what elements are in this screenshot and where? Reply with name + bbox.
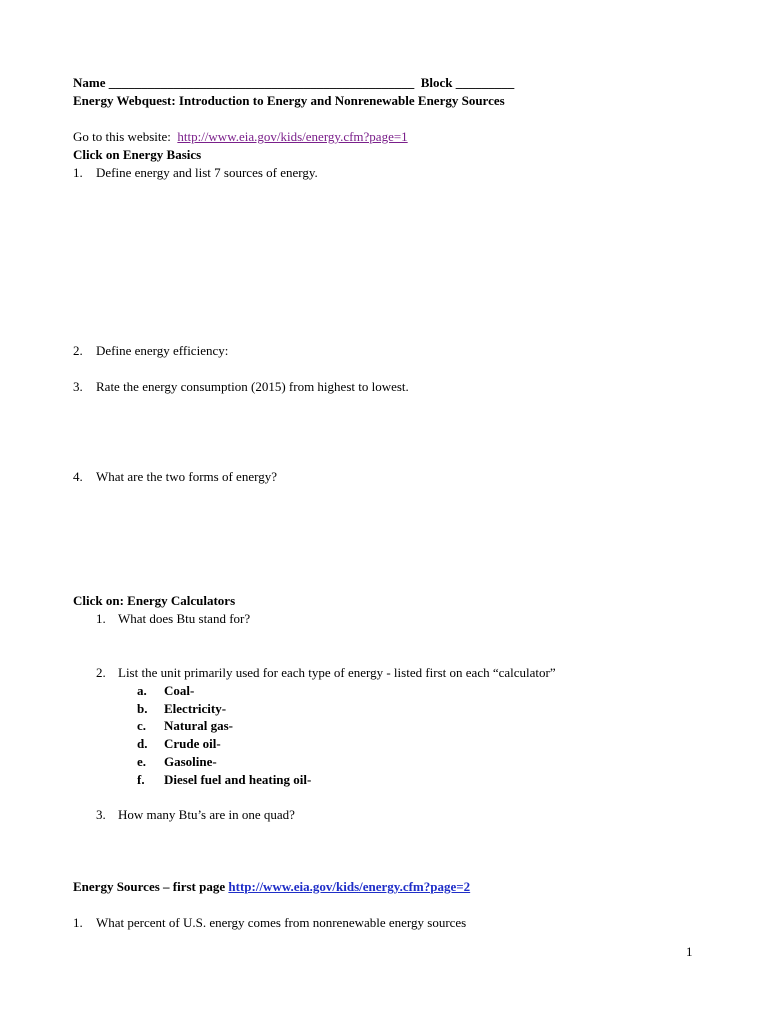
sub-item-letter: b. [137,701,148,716]
energy-basics-link[interactable]: http://www.eia.gov/kids/energy.cfm?page=1 [177,129,408,144]
sub-item [137,701,226,717]
sub-item [137,754,217,770]
question-text: What does Btu stand for? [118,611,251,626]
sub-item [137,683,194,699]
question-number: 1. [96,611,106,626]
website-prompt: Go to this website: [73,129,171,144]
question-item [73,915,466,931]
section-heading-text: Energy Sources – first page [73,879,226,894]
sub-item-text: Crude oil- [164,736,221,751]
section-heading-energy-calculators: Click on: Energy Calculators [73,593,236,608]
question-number: 1. [73,915,83,930]
question-number: 4. [73,469,83,484]
name-label: Name [73,75,106,90]
question-text: How many Btu’s are in one quad? [118,807,295,822]
question-number: 3. [73,379,83,394]
question-number: 1. [73,165,83,180]
question-number: 2. [73,343,83,358]
sub-item-text: Diesel fuel and heating oil- [164,772,312,787]
page-number: 1 [686,944,693,959]
energy-sources-link[interactable]: http://www.eia.gov/kids/energy.cfm?page=2 [228,879,471,894]
sub-item-letter: a. [137,683,147,698]
sub-item-letter: d. [137,736,148,751]
question-item [96,611,250,627]
sub-item-letter: e. [137,754,147,769]
question-item [73,469,277,485]
section-heading-energy-basics: Click on Energy Basics [73,147,202,162]
sub-item-letter: c. [137,718,147,733]
question-item [73,165,318,181]
question-text: What percent of U.S. energy comes from nonrenewable energy sources [96,915,467,930]
sub-item [137,736,221,752]
block-label: Block [420,75,453,90]
question-number: 2. [96,665,106,680]
sub-item-letter: f. [137,772,145,787]
sub-item-text: Natural gas- [164,718,233,733]
worksheet-title: Energy Webquest: Introduction to Energy and Nonrenewable Energy Sources [73,93,505,108]
question-text: Define energy and list 7 sources of energy. [96,165,318,180]
question-text: Define energy efficiency: [96,343,229,358]
question-text: List the unit primarily used for each type of energy - listed first on each “calculator” [118,665,556,680]
sub-item [137,718,233,734]
section-heading-energy-sources [73,879,470,895]
sub-item-text: Coal- [164,683,195,698]
sub-item-text: Electricity- [164,701,227,716]
question-item [96,807,295,823]
name-blank[interactable]: _______________________________________________ [108,75,415,90]
question-text: Rate the energy consumption (2015) from highest to lowest. [96,379,409,394]
question-item [96,665,556,681]
block-blank[interactable]: _________ [455,75,515,90]
sub-item [137,772,311,788]
question-text: What are the two forms of energy? [96,469,277,484]
website-prompt-line [73,129,408,145]
name-block-line [73,75,514,91]
question-item [73,379,409,395]
sub-item-text: Gasoline- [164,754,217,769]
question-item [73,343,228,359]
question-number: 3. [96,807,106,822]
